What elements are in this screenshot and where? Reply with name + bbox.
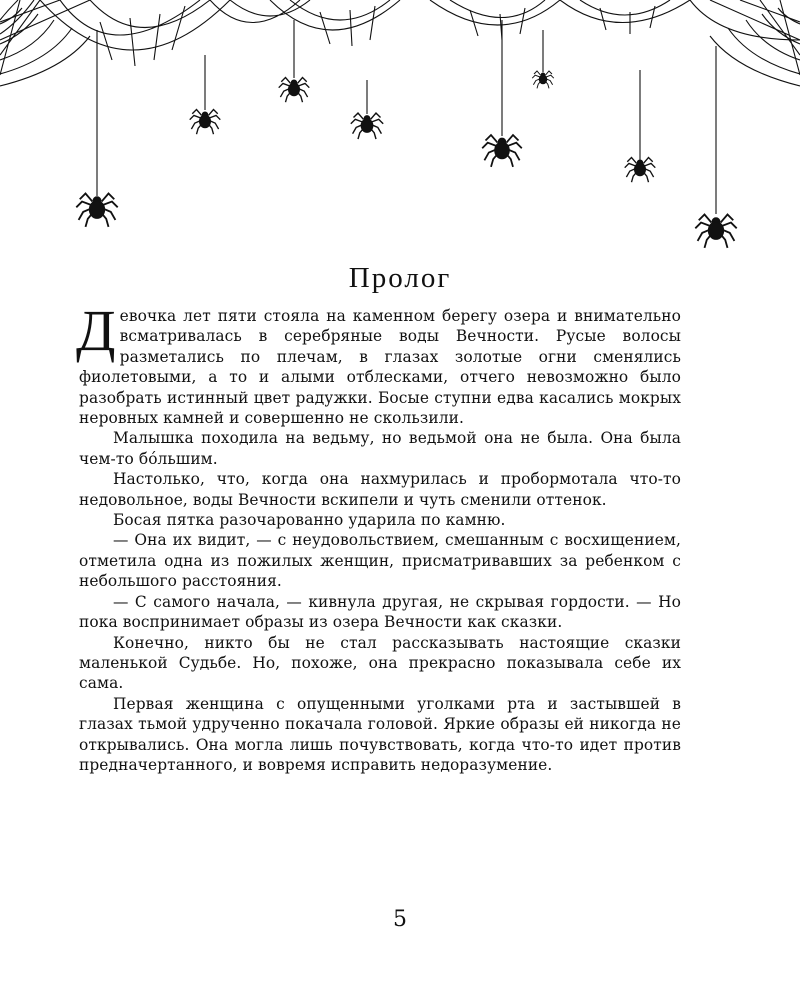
spider-icon (76, 194, 117, 227)
paragraph: Настолько, что, когда она нахмурилась и пробормотала что-то недовольное, воды Вечности вскипели и чуть сменили оттенок. (79, 470, 681, 509)
spider-icon (695, 215, 736, 248)
paragraph: Первая женщина с опущенными уголками рта и застывшей в глазах тьмой удрученно покачала головой. Яркие образы ей никогда не открывались. Она могла лишь почувствовать, когда что-то идет против предначертанного, и вовремя исправить недоразумение. (79, 694, 681, 774)
body-text (76, 298, 681, 775)
spider-icon (625, 158, 656, 183)
paragraph: Малышка походила на ведьму, но ведьмой она не была. Она была чем-то бóльшим. (79, 429, 681, 468)
cobweb-decoration (0, 0, 800, 270)
page-number: 5 (393, 907, 407, 932)
drop-cap: Д (76, 298, 116, 363)
spider-icon (190, 110, 221, 135)
paragraph-text: евочка лет пяти стояла на каменном берегу озера и внимательно всматривалась в серебряные воды Вечности. Русые волосы разметались по плечам, в глазах золотые огни сменялись фиолетовыми, а то и алыми отблесками, отчего невозможно было разобрать истинный цвет радужки. Босые ступни едва касались мокрых неровных камней и совершенно не скользили. (79, 307, 681, 428)
spider-web-icon (0, 0, 90, 86)
spider-web-icon (690, 0, 800, 86)
chapter-title: Пролог (348, 262, 452, 294)
paragraph: Конечно, никто бы не стал рассказывать настоящие сказки маленькой Судьбе. Но, похоже, она прекрасно показывала себе их сама. (79, 633, 681, 693)
spider-web-icon (40, 0, 690, 66)
spider-icon (351, 113, 383, 139)
spider-icon (279, 78, 310, 103)
paragraph: — Она их видит, — с неудовольствием, смешанным с восхищением, отметила одна из пожилых женщин, присматривавших за ребенком с небольшого расстояния. (79, 531, 681, 591)
spider-icon (482, 135, 522, 167)
paragraph (76, 298, 681, 428)
spider-icon (532, 71, 554, 88)
paragraph: Босая пятка разочарованно ударила по камню. (113, 511, 506, 530)
paragraph: — С самого начала, — кивнула другая, не скрывая гордости. — Но пока воспринимает образы из озера Вечности как сказки. (79, 592, 681, 632)
